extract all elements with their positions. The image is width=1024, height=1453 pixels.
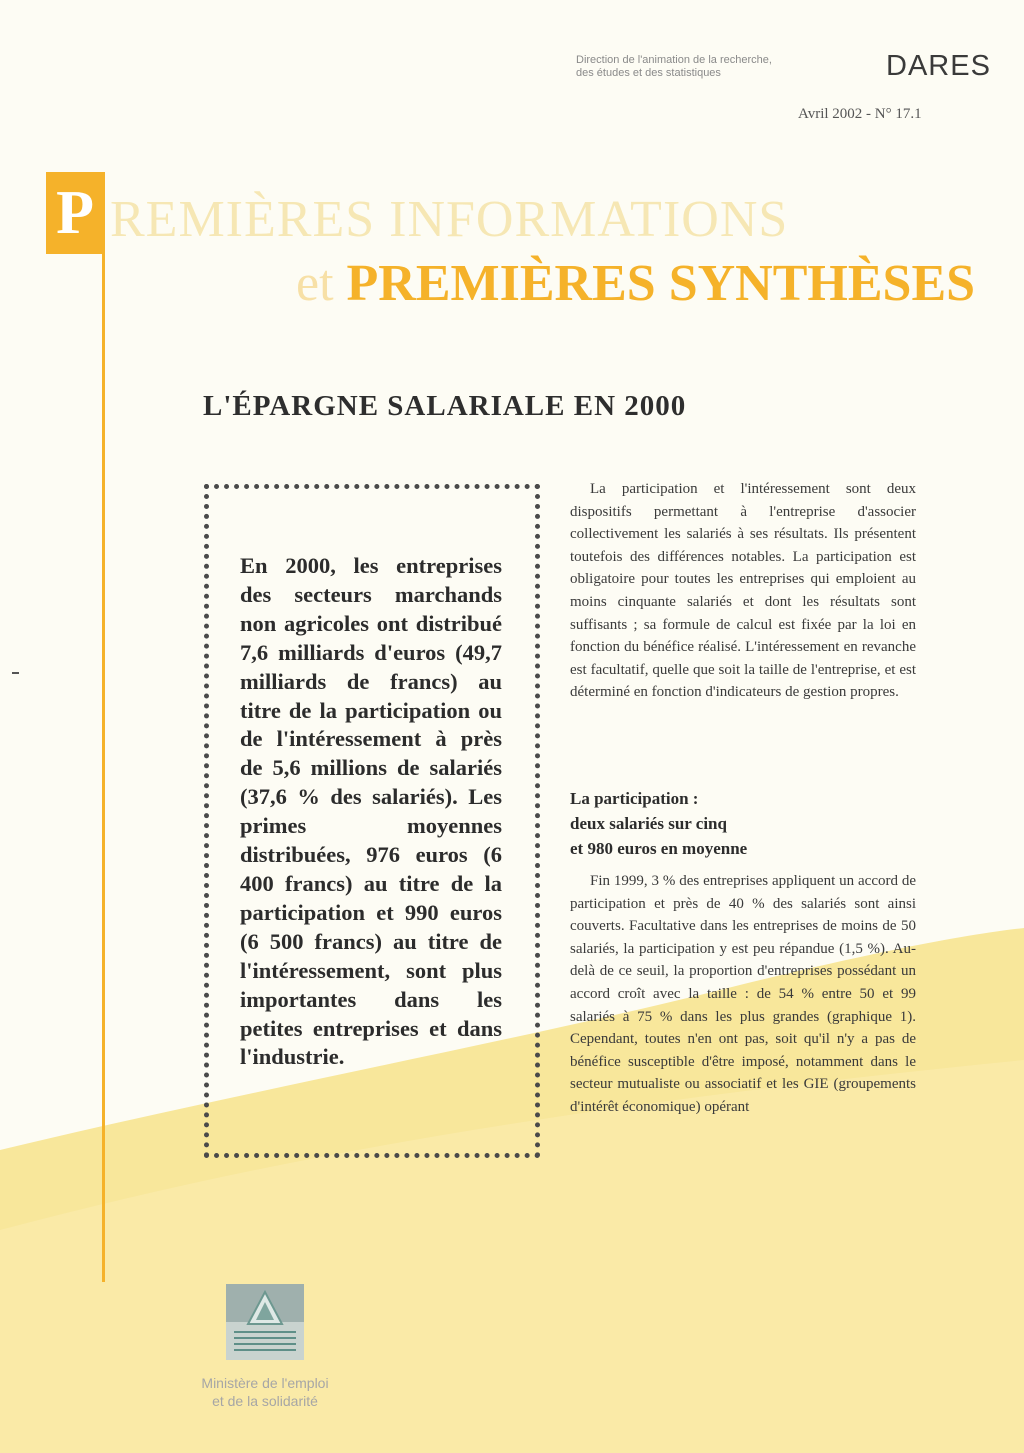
- agency-line-2: des études et des statistiques: [576, 67, 721, 79]
- masthead-syntheses: PREMIÈRES SYNTHÈSES: [346, 255, 976, 312]
- ministry-logo-icon: [226, 1284, 304, 1360]
- masthead-title-line2: [296, 254, 975, 313]
- issue-date: Avril 2002 - N° 17.1: [798, 106, 922, 122]
- ministry-name: [170, 1374, 360, 1410]
- section-heading-line-3: et 980 euros en moyenne: [570, 839, 748, 858]
- intro-paragraph: [570, 478, 916, 704]
- agency-line-1: Direction de l'animation de la recherche,: [576, 54, 772, 66]
- section-heading-line-2: deux salariés sur cinq: [570, 814, 727, 833]
- section-body: [570, 870, 916, 1119]
- ministry-line-2: et de la solidarité: [212, 1393, 318, 1409]
- brand-name: DARES: [886, 50, 991, 82]
- summary-text: En 2000, les entreprises des secteurs marchands non agricoles ont distribué 7,6 milliards d'euros (49,7 milliards de francs) au titre de la participation ou de l'intéressement à près de 5,6 millions de salariés (37,6 % des salariés). Les primes moyennes distribuées, 976 euros (6 400 francs) au titre de la participation et 990 euros (6 500 francs) au titre de l'intéressement, sont plus importantes dans les petites entreprises et dans l'industrie.: [240, 553, 502, 1070]
- ministry-line-1: Ministère de l'emploi: [201, 1375, 329, 1391]
- masthead-et: et: [296, 255, 334, 312]
- masthead-initial: P: [46, 172, 104, 254]
- article-title: L'ÉPARGNE SALARIALE EN 2000: [203, 390, 687, 422]
- section-body-text: Fin 1999, 3 % des entreprises appliquent un accord de participation et près de 40 % des salariés sont ainsi couverts. Facultative dans les entreprises de moins de 50 salariés, la participation y est peu répandue (1,5 %). Au-delà de ce seuil, la proportion d'entreprises possédant un accord croît avec la taille : de 54 % entre 50 et 99 salariés à 75 % dans les plus grandes (graphique 1). Cependant, toutes n'en ont pas, soit qu'il n'y a pas de bénéfice susceptible d'être imposé, notamment dans le secteur mutualiste ou associatif et les GIE (groupements d'intérêt économique) opérant: [570, 873, 916, 1115]
- section-heading: [570, 786, 916, 861]
- masthead-rule: [102, 172, 105, 1282]
- intro-text: La participation et l'intéressement sont deux dispositifs permettant à l'entreprise d'associer collectivement les salariés à ses résultats. Ils présentent toutefois des différences notables. La participation est obligatoire pour toutes les entreprises qui emploient au moins cinquante salariés et dont les résultats sont suffisants ; sa formule de calcul est fixée par la loi en fonction du bénéfice réalisé. L'intéressement en revanche est facultatif, quelle que soit la taille de l'entreprise, et est déterminé en fonction d'indicateurs de gestion propres.: [570, 481, 916, 701]
- margin-dash: [12, 672, 19, 674]
- masthead-title-line1: REMIÈRES INFORMATIONS: [110, 191, 789, 248]
- agency-name: [576, 54, 836, 80]
- section-heading-line-1: La participation :: [570, 789, 699, 808]
